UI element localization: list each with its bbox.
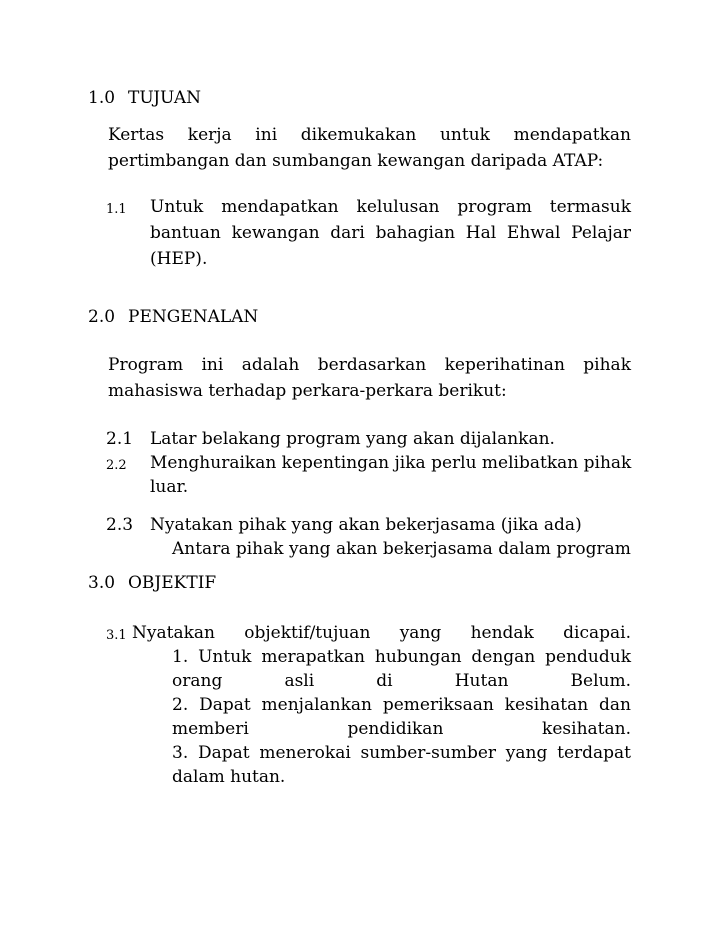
item-1-1-line-3: (HEP).	[150, 249, 208, 269]
item-3-1-line-5: memberi pendidikan kesihatan.	[172, 719, 631, 739]
item-2-2-line-2: luar.	[150, 477, 189, 497]
item-3-1-line-7: dalam hutan.	[172, 767, 286, 787]
section-2-number: 2.0	[88, 307, 116, 327]
item-2-3-line-2: Antara pihak yang akan bekerjasama dalam program	[172, 539, 631, 559]
item-3-1-line-6: 3. Dapat menerokai sumber-sumber yang terdapat	[172, 743, 631, 763]
section-1-title: TUJUAN	[128, 88, 201, 108]
item-2-3-number: 2.3	[106, 515, 134, 535]
section-3-number: 3.0	[88, 573, 116, 593]
item-3-1-number: 3.1	[106, 628, 127, 643]
section-2-intro-line-2: mahasiswa terhadap perkara-perkara berikut:	[108, 381, 507, 401]
item-2-3-line-1: Nyatakan pihak yang akan bekerjasama (jika ada)	[150, 515, 582, 535]
section-1-intro-line-1: Kertas kerja ini dikemukakan untuk mendapatkan	[108, 125, 631, 145]
item-3-1-line-2: 1. Untuk merapatkan hubungan dengan penduduk	[172, 647, 631, 667]
item-1-1-line-1: Untuk mendapatkan kelulusan program termasuk	[150, 197, 631, 217]
item-2-1-line-1: Latar belakang program yang akan dijalankan.	[150, 429, 555, 449]
item-2-2-number: 2.2	[106, 458, 127, 473]
section-1-intro-line-2: pertimbangan dan sumbangan kewangan daripada ATAP:	[108, 151, 604, 171]
item-3-1-line-1: Nyatakan objektif/tujuan yang hendak dicapai.	[132, 623, 631, 643]
section-2-title: PENGENALAN	[128, 307, 259, 327]
section-3-title: OBJEKTIF	[128, 573, 217, 593]
item-2-2-line-1: Menghuraikan kepentingan jika perlu melibatkan pihak	[150, 453, 632, 473]
item-3-1-line-3: orang asli di Hutan Belum.	[172, 671, 631, 691]
section-2-intro-line-1: Program ini adalah berdasarkan keperihatinan pihak	[108, 355, 631, 375]
item-1-1-number: 1.1	[106, 202, 127, 217]
item-3-1-line-4: 2. Dapat menjalankan pemeriksaan kesihatan dan	[172, 695, 631, 715]
section-1-number: 1.0	[88, 88, 116, 108]
item-1-1-line-2: bantuan kewangan dari bahagian Hal Ehwal Pelajar	[150, 223, 631, 243]
item-2-1-number: 2.1	[106, 429, 134, 449]
